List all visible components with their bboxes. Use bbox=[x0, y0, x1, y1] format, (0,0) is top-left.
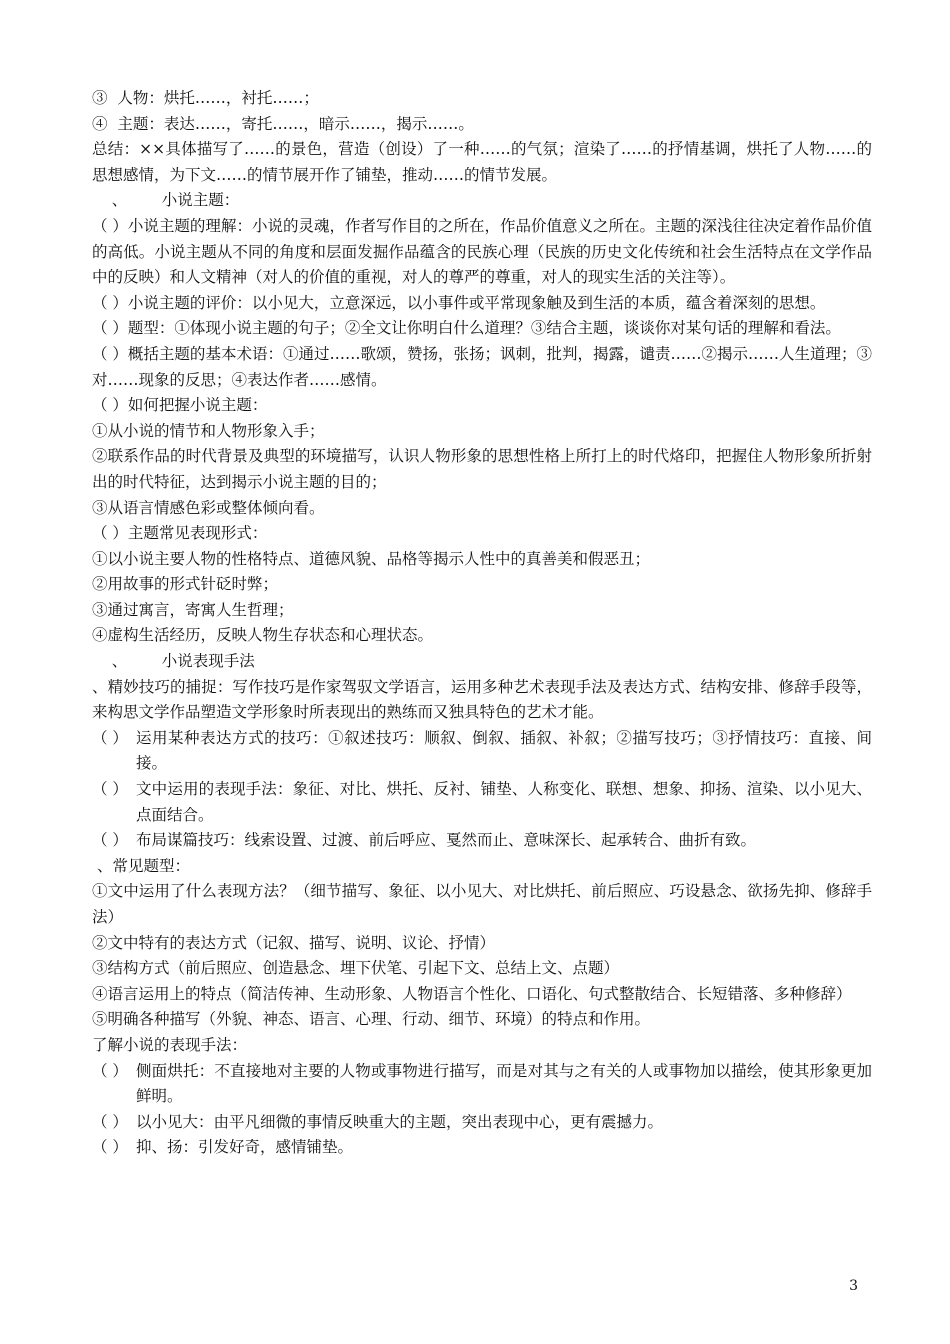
item-marker: （ ） bbox=[92, 1112, 128, 1131]
indented-item bbox=[92, 777, 872, 828]
item-marker: （ ） bbox=[92, 831, 128, 850]
item-marker: （ ） bbox=[92, 1061, 128, 1080]
list-item: ⑤明确各种描写（外貌、神态、语言、心理、行动、细节、环境）的特点和作用。 bbox=[92, 1010, 651, 1029]
item-text: 运用某种表达方式的技巧：①叙述技巧：顺叙、倒叙、插叙、补叙；②描写技巧；③抒情技巧：直接、间接。 bbox=[136, 728, 872, 773]
indented-item bbox=[92, 726, 872, 777]
text-line: ③ 人物：烘托……，衬托……； bbox=[92, 89, 319, 107]
list-item: ③从语言情感色彩或整体倾向看。 bbox=[92, 498, 325, 517]
paragraph: （ ）概括主题的基本术语：①通过……歌颂，赞扬，张扬；讽刺，批判，揭露，谴责……②揭示……人生道理；③对……现象的反思；④表达作者……感情。 bbox=[92, 344, 872, 389]
list-item: ③通过寓言，寄寓人生哲理； bbox=[92, 600, 294, 619]
text-line: 、常见题型： bbox=[92, 856, 190, 875]
list-item: ④虚构生活经历，反映人物生存状态和心理状态。 bbox=[92, 626, 434, 645]
list-item: ①从小说的情节和人物形象入手； bbox=[92, 421, 325, 440]
paragraph: （ ）小说主题的理解：小说的灵魂，作者写作目的之所在，作品价值意义之所在。主题的深浅往往决定着作品价值的高低。小说主题从不同的角度和层面发掘作品蕴含的民族心理（民族的历史文化传统和社会生活特点在文学作品中的反映）和人文精神（对人的价值的重视，对人的尊严的尊重，对人的现实生活的关注等）。 bbox=[92, 216, 872, 287]
list-item: ②联系作品的时代背景及典型的环境描写，认识人物形象的思想性格上所打上的时代烙印，把握住人物形象所折射出的时代特征，达到揭示小说主题的目的； bbox=[92, 447, 872, 491]
summary-paragraph: 总结：××具体描写了……的景色，营造（创设）了一种……的气氛；渲染了……的抒情基调，烘托了人物……的思想感情，为下文……的情节展开作了铺垫，推动……的情节发展。 bbox=[92, 140, 872, 184]
document-body bbox=[92, 86, 872, 1161]
item-text: 侧面烘托：不直接地对主要的人物或事物进行描写，而是对其与之有关的人或事物加以描绘，使其形象更加鲜明。 bbox=[136, 1061, 872, 1106]
page-number: 3 bbox=[849, 1278, 858, 1294]
text-line: （ ）如何把握小说主题： bbox=[92, 396, 268, 415]
item-text: 文中运用的表现手法：象征、对比、烘托、反衬、铺垫、人称变化、联想、想象、抑扬、渲染、以小见大、点面结合。 bbox=[136, 780, 872, 824]
indented-item bbox=[92, 828, 872, 854]
paragraph: 、精妙技巧的捕捉：写作技巧是作家驾驭文学语言，运用多种艺术表现手法及表达方式、结构安排、修辞手段等，来构思文学作品塑造文学形象时所表现出的熟练而又独具特色的艺术才能。 bbox=[92, 677, 872, 722]
text-line: ④ 主题：表达……，寄托……，暗示……，揭示……。 bbox=[92, 114, 474, 133]
list-item: ③结构方式（前后照应、创造悬念、埋下伏笔、引起下文、总结上文、点题） bbox=[92, 959, 620, 978]
paragraph: （ ）题型：①体现小说主题的句子；②全文让你明白什么道理？③结合主题，谈谈你对某句话的理解和看法。 bbox=[92, 319, 841, 338]
section-heading-techniques: 、 小说表现手法 bbox=[92, 652, 255, 671]
list-item: ①文中运用了什么表现方法？（细节描写、象征、以小见大、对比烘托、前后照应、巧设悬念、欲扬先抑、修辞手法） bbox=[92, 882, 872, 926]
item-marker: （ ） bbox=[92, 728, 128, 747]
indented-item bbox=[92, 1110, 872, 1136]
item-text: 布局谋篇技巧：线索设置、过渡、前后呼应、戛然而止、意味深长、起承转合、曲折有致。 bbox=[136, 831, 757, 850]
list-item: ①以小说主要人物的性格特点、道德风貌、品格等揭示人性中的真善美和假恶丑； bbox=[92, 549, 651, 568]
item-marker: （ ） bbox=[92, 780, 128, 799]
section-heading-theme: 、 小说主题： bbox=[92, 191, 240, 210]
item-text: 抑、扬：引发好奇，感情铺垫。 bbox=[136, 1138, 354, 1157]
list-item: ②用故事的形式针砭时弊； bbox=[92, 575, 279, 594]
indented-item bbox=[92, 1135, 872, 1161]
list-item: ②文中特有的表达方式（记叙、描写、说明、议论、抒情） bbox=[92, 933, 496, 952]
item-text: 以小见大：由平凡细微的事情反映重大的主题，突出表现中心，更有震撼力。 bbox=[136, 1112, 664, 1131]
list-item: ④语言运用上的特点（简洁传神、生动形象、人物语言个性化、口语化、句式整散结合、长短错落、多种修辞） bbox=[92, 984, 852, 1003]
paragraph: （ ）小说主题的评价：以小见大，立意深远，以小事件或平常现象触及到生活的本质，蕴含着深刻的思想。 bbox=[92, 293, 826, 312]
text-line: 了解小说的表现手法： bbox=[92, 1035, 248, 1054]
text-line: （ ）主题常见表现形式： bbox=[92, 524, 268, 543]
item-marker: （ ） bbox=[92, 1138, 128, 1157]
indented-item bbox=[92, 1059, 872, 1110]
